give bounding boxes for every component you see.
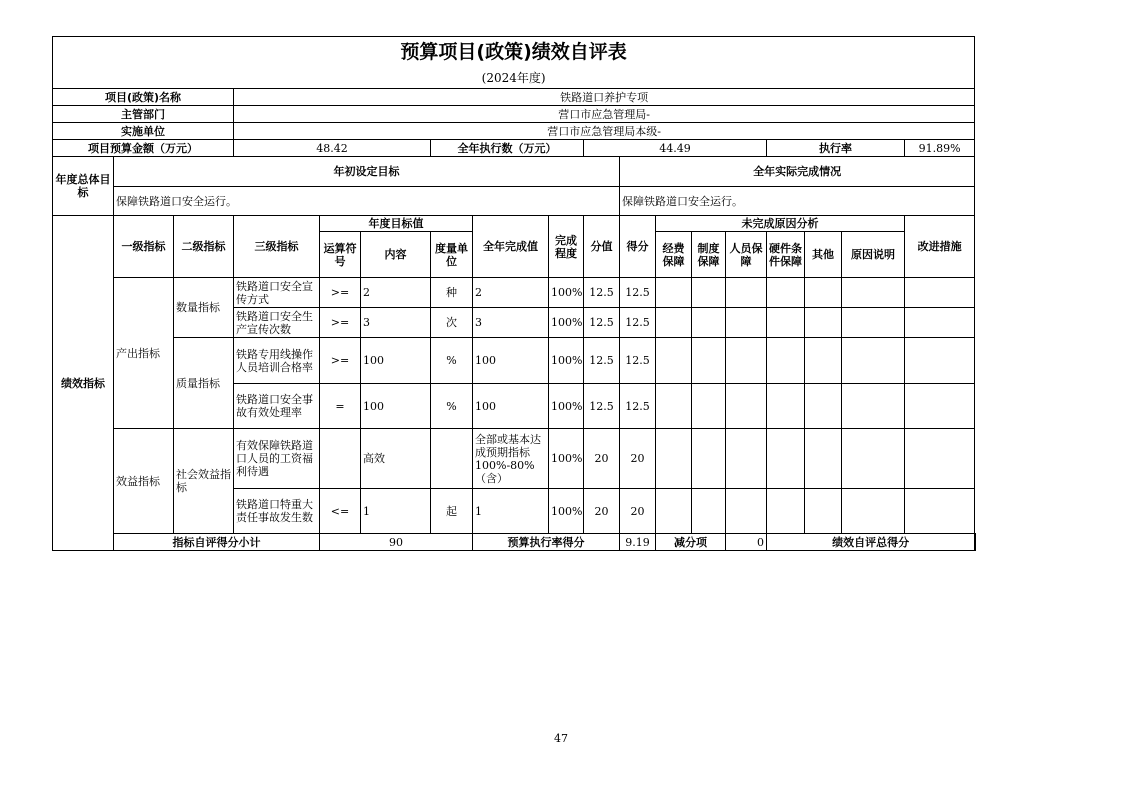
annual-goal-label: 年度总体目标 (53, 157, 114, 216)
improve-cell (905, 429, 975, 489)
reason-system-cell (692, 429, 726, 489)
reason-explain-cell (842, 278, 905, 308)
indicator-score: 12.5 (584, 278, 620, 308)
dept-label: 主管部门 (53, 106, 234, 123)
indicator-score: 20 (584, 489, 620, 534)
level2-header: 二级指标 (174, 216, 234, 278)
indicator-unit: 种 (431, 278, 473, 308)
reason-staff-cell (726, 384, 767, 429)
indicator-got: 12.5 (620, 384, 656, 429)
indicator-got: 20 (620, 429, 656, 489)
indicator-actual: 100 (473, 338, 549, 384)
completion-header: 完成程度 (549, 216, 584, 278)
improve-cell (905, 278, 975, 308)
indicator-unit (431, 429, 473, 489)
actual-goal-text: 保障铁路道口安全运行。 (620, 187, 975, 216)
reason-hardware-cell (767, 384, 805, 429)
indicator-content: 高效 (361, 429, 431, 489)
indicator-got: 12.5 (620, 278, 656, 308)
improve-header: 改进措施 (905, 216, 975, 278)
reason-staff-cell (726, 489, 767, 534)
indicator-operator (320, 429, 361, 489)
reason-explain-cell (842, 308, 905, 338)
indicator-content: 100 (361, 384, 431, 429)
reason-explain-cell (842, 489, 905, 534)
improve-cell (905, 338, 975, 384)
indicator-completion: 100% (549, 308, 584, 338)
page-title: 预算项目(政策)绩效自评表 (53, 37, 975, 69)
reason-other-cell (805, 384, 842, 429)
deduct-value: 0 (726, 534, 767, 551)
project-name-value: 铁路道口养护专项 (234, 89, 975, 106)
indicator-actual: 2 (473, 278, 549, 308)
deduct-label: 减分项 (656, 534, 726, 551)
indicator-actual: 全部或基本达成预期指标100%-80%（含） (473, 429, 549, 489)
indicator-operator: >= (320, 338, 361, 384)
reason-staff-cell (726, 308, 767, 338)
indicator-score: 12.5 (584, 338, 620, 384)
indicator-completion: 100% (549, 338, 584, 384)
performance-self-evaluation-table (52, 36, 976, 551)
unit-label: 实施单位 (53, 123, 234, 140)
indicator-got: 20 (620, 489, 656, 534)
reason-funding-cell (656, 338, 692, 384)
indicator-unit: % (431, 384, 473, 429)
budget-amount-label: 项目预算金额（万元） (53, 140, 234, 157)
initial-goal-header: 年初设定目标 (114, 157, 620, 187)
reason-funding-cell (656, 278, 692, 308)
indicator-actual: 3 (473, 308, 549, 338)
group-quality: 质量指标 (174, 338, 234, 429)
actual-value-header: 全年完成值 (473, 216, 549, 278)
improve-cell (905, 384, 975, 429)
reason-explain-header: 原因说明 (842, 232, 905, 278)
group-social: 社会效益指标 (174, 429, 234, 534)
indicator-name: 铁路专用线操作人员培训合格率 (234, 338, 320, 384)
page-number: 47 (554, 732, 568, 745)
indicator-content: 1 (361, 489, 431, 534)
got-header: 得分 (620, 216, 656, 278)
subtotal-label: 指标自评得分小计 (114, 534, 320, 551)
indicator-completion: 100% (549, 278, 584, 308)
indicator-unit: % (431, 338, 473, 384)
reason-staff-cell (726, 429, 767, 489)
score-header: 分值 (584, 216, 620, 278)
exec-rate-value: 91.89% (905, 140, 975, 157)
improve-cell (905, 489, 975, 534)
annual-target-header: 年度目标值 (320, 216, 473, 232)
reason-hardware-cell (767, 338, 805, 384)
reason-hardware-cell (767, 429, 805, 489)
indicator-got: 12.5 (620, 338, 656, 384)
reason-explain-cell (842, 384, 905, 429)
indicator-name: 铁路道口安全生产宣传次数 (234, 308, 320, 338)
reason-staff-cell (726, 278, 767, 308)
indicator-completion: 100% (549, 489, 584, 534)
indicator-operator: = (320, 384, 361, 429)
indicator-actual: 1 (473, 489, 549, 534)
indicator-completion: 100% (549, 384, 584, 429)
reason-system-cell (692, 489, 726, 534)
indicator-score: 12.5 (584, 384, 620, 429)
reason-explain-cell (842, 338, 905, 384)
rate-score-label: 预算执行率得分 (473, 534, 620, 551)
indicator-score: 12.5 (584, 308, 620, 338)
unit-value: 营口市应急管理局本级- (234, 123, 975, 140)
content-header: 内容 (361, 232, 431, 278)
fiscal-year: (2024年度) (53, 69, 975, 89)
project-name-label: 项目(政策)名称 (53, 89, 234, 106)
indicator-content: 100 (361, 338, 431, 384)
indicator-operator: >= (320, 278, 361, 308)
indicator-got: 12.5 (620, 308, 656, 338)
indicator-unit: 起 (431, 489, 473, 534)
group-benefit: 效益指标 (114, 429, 174, 534)
indicator-section-label: 绩效指标 (53, 216, 114, 551)
indicator-name: 铁路道口安全宣传方式 (234, 278, 320, 308)
level1-header: 一级指标 (114, 216, 174, 278)
group-quantity: 数量指标 (174, 278, 234, 338)
unit-header: 度量单位 (431, 232, 473, 278)
operator-header: 运算符号 (320, 232, 361, 278)
reason-analysis-header: 未完成原因分析 (656, 216, 905, 232)
reason-system-cell (692, 338, 726, 384)
indicator-content: 3 (361, 308, 431, 338)
reason-staff-header: 人员保障 (726, 232, 767, 278)
reason-hardware-header: 硬件条件保障 (767, 232, 805, 278)
reason-system-cell (692, 278, 726, 308)
reason-explain-cell (842, 429, 905, 489)
total-score-value (975, 534, 976, 551)
reason-funding-cell (656, 429, 692, 489)
indicator-score: 20 (584, 429, 620, 489)
group-output: 产出指标 (114, 278, 174, 429)
reason-other-cell (805, 338, 842, 384)
indicator-name: 铁路道口安全事故有效处理率 (234, 384, 320, 429)
indicator-operator: >= (320, 308, 361, 338)
reason-funding-cell (656, 489, 692, 534)
reason-system-cell (692, 308, 726, 338)
improve-cell (905, 308, 975, 338)
actual-goal-header: 全年实际完成情况 (620, 157, 975, 187)
total-score-label: 绩效自评总得分 (767, 534, 975, 551)
reason-other-cell (805, 429, 842, 489)
exec-rate-label: 执行率 (767, 140, 905, 157)
reason-funding-cell (656, 384, 692, 429)
indicator-actual: 100 (473, 384, 549, 429)
initial-goal-text: 保障铁路道口安全运行。 (114, 187, 620, 216)
indicator-content: 2 (361, 278, 431, 308)
reason-other-cell (805, 278, 842, 308)
reason-system-header: 制度保障 (692, 232, 726, 278)
reason-other-header: 其他 (805, 232, 842, 278)
indicator-name: 有效保障铁路道口人员的工资福利待遇 (234, 429, 320, 489)
executed-label: 全年执行数（万元） (431, 140, 584, 157)
reason-staff-cell (726, 338, 767, 384)
executed-value: 44.49 (584, 140, 767, 157)
level3-header: 三级指标 (234, 216, 320, 278)
reason-hardware-cell (767, 308, 805, 338)
indicator-name: 铁路道口特重大责任事故发生数 (234, 489, 320, 534)
reason-hardware-cell (767, 278, 805, 308)
indicator-completion: 100% (549, 429, 584, 489)
dept-value: 营口市应急管理局- (234, 106, 975, 123)
reason-hardware-cell (767, 489, 805, 534)
subtotal-value: 90 (320, 534, 473, 551)
reason-funding-header: 经费保障 (656, 232, 692, 278)
indicator-unit: 次 (431, 308, 473, 338)
indicator-operator: <= (320, 489, 361, 534)
rate-score-value: 9.19 (620, 534, 656, 551)
reason-funding-cell (656, 308, 692, 338)
reason-other-cell (805, 308, 842, 338)
reason-other-cell (805, 489, 842, 534)
reason-system-cell (692, 384, 726, 429)
budget-amount-value: 48.42 (234, 140, 431, 157)
